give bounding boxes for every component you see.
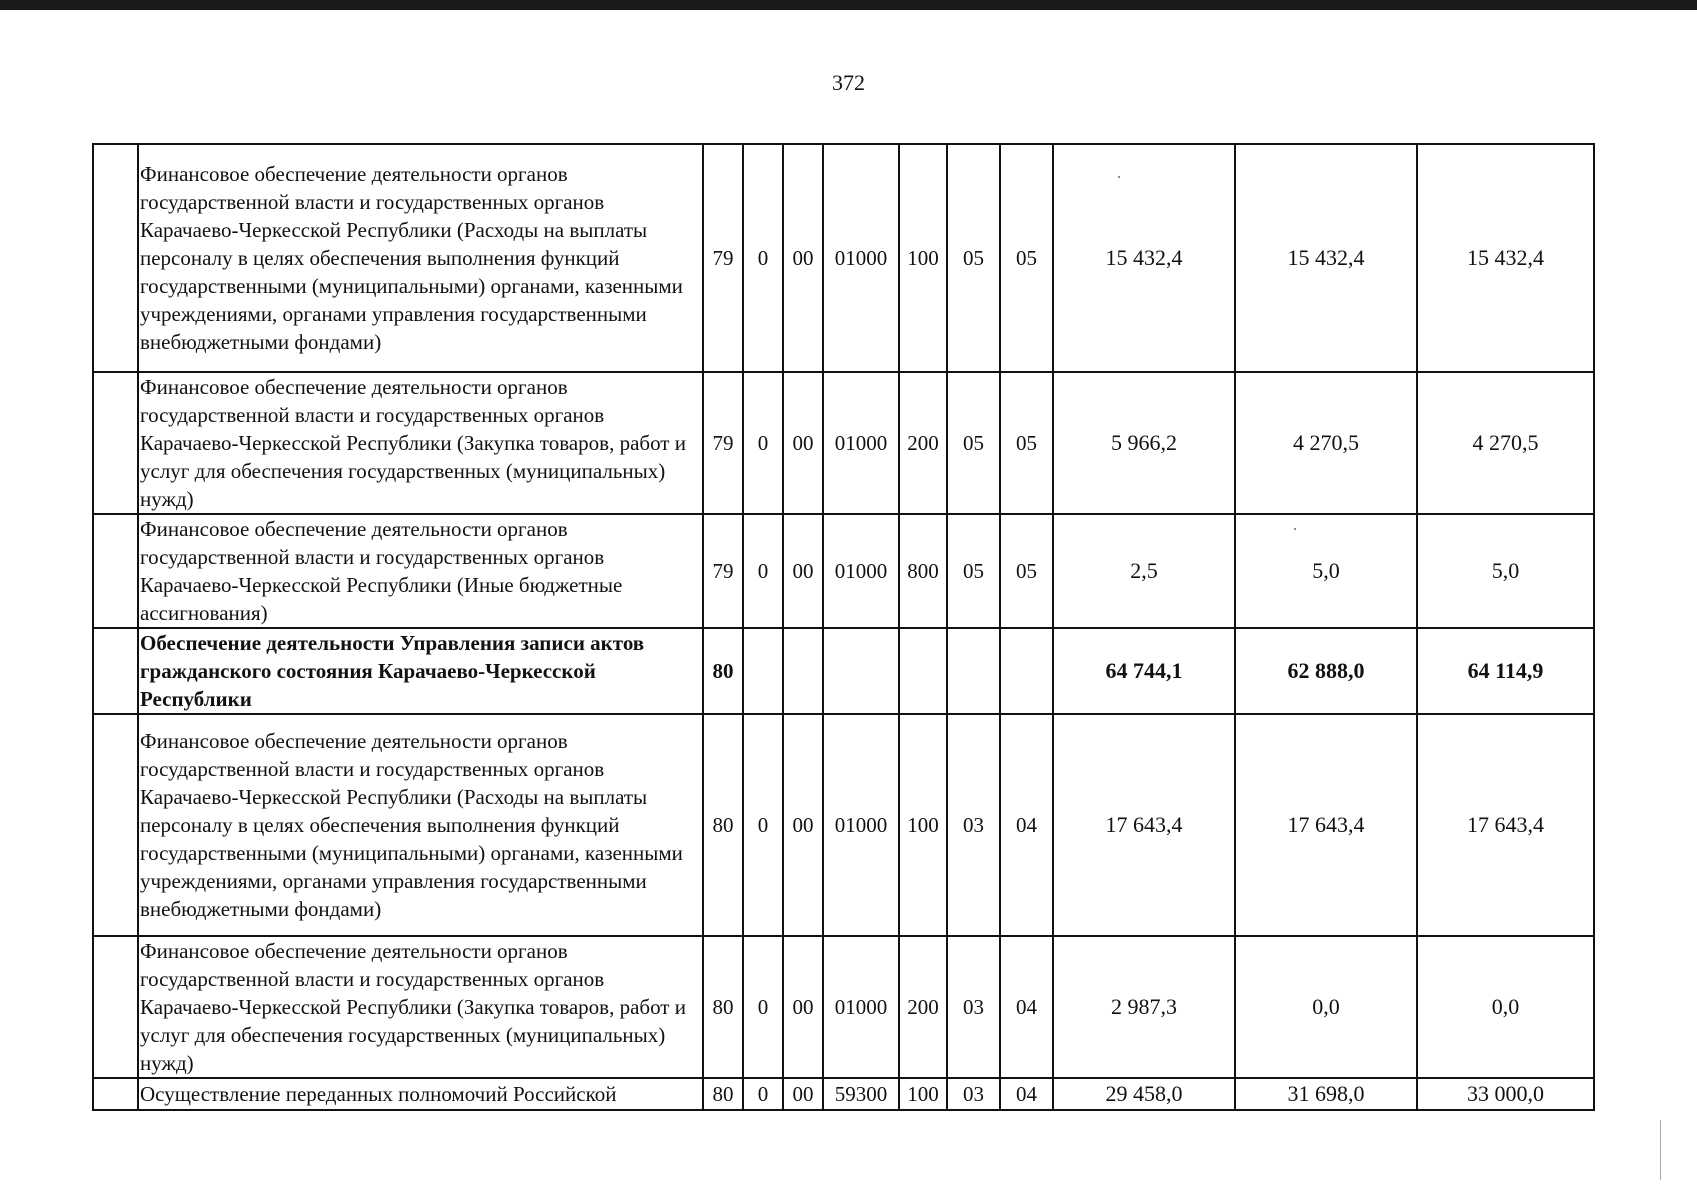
code-cell-4: 01000 <box>823 714 899 936</box>
description-cell: Финансовое обеспечение деятельности органов государственной власти и государственных органов Карачаево-Черкесской Республики (Расходы на выплаты персоналу в целях обеспечения выполнения функций государственными (муниципальными) органами, казенными учреждениями, органами управления государственными внебюджетными фондами) <box>138 144 703 372</box>
amount-year-1: 17 643,4 <box>1053 714 1235 936</box>
row-number-cell <box>93 514 138 628</box>
code-cell-4 <box>823 628 899 714</box>
code-cell-7: 05 <box>1000 372 1053 514</box>
code-cell-3: 00 <box>783 514 823 628</box>
code-cell-4: 01000 <box>823 936 899 1078</box>
table-row <box>93 514 1594 628</box>
code-cell-6 <box>947 628 1000 714</box>
scan-speck <box>1294 528 1296 530</box>
description-cell: Обеспечение деятельности Управления записи актов гражданского состояния Карачаево-Черкесской Республики <box>138 628 703 714</box>
row-number-cell <box>93 372 138 514</box>
code-cell-7 <box>1000 628 1053 714</box>
page-number: 372 <box>832 70 865 95</box>
table-row <box>93 714 1594 936</box>
amount-year-2: 15 432,4 <box>1235 144 1417 372</box>
amount-year-2: 17 643,4 <box>1235 714 1417 936</box>
code-cell-7: 05 <box>1000 514 1053 628</box>
code-cell-1: 80 <box>703 714 743 936</box>
code-cell-6: 05 <box>947 372 1000 514</box>
row-number-cell <box>93 936 138 1078</box>
code-cell-5: 100 <box>899 1078 947 1110</box>
table-row <box>93 372 1594 514</box>
description-cell: Осуществление переданных полномочий Российской <box>138 1078 703 1110</box>
amount-year-3: 5,0 <box>1417 514 1594 628</box>
description-cell: Финансовое обеспечение деятельности органов государственной власти и государственных органов Карачаево-Черкесской Республики (Закупка товаров, работ и услуг для обеспечения государственных (муниципальных) нужд) <box>138 372 703 514</box>
code-cell-7: 05 <box>1000 144 1053 372</box>
description-cell: Финансовое обеспечение деятельности органов государственной власти и государственных органов Карачаево-Черкесской Республики (Иные бюджетные ассигнования) <box>138 514 703 628</box>
code-cell-6: 03 <box>947 1078 1000 1110</box>
row-number-cell <box>93 628 138 714</box>
code-cell-1: 80 <box>703 1078 743 1110</box>
table-row <box>93 144 1594 372</box>
amount-year-1: 2 987,3 <box>1053 936 1235 1078</box>
code-cell-2: 0 <box>743 1078 783 1110</box>
code-cell-7: 04 <box>1000 1078 1053 1110</box>
table-row <box>93 1078 1594 1110</box>
code-cell-2: 0 <box>743 714 783 936</box>
row-number-cell <box>93 1078 138 1110</box>
code-cell-5: 200 <box>899 372 947 514</box>
code-cell-6: 05 <box>947 144 1000 372</box>
amount-year-3: 4 270,5 <box>1417 372 1594 514</box>
amount-year-1: 64 744,1 <box>1053 628 1235 714</box>
amount-year-3: 17 643,4 <box>1417 714 1594 936</box>
scan-speck <box>1118 176 1120 178</box>
code-cell-5: 200 <box>899 936 947 1078</box>
code-cell-3: 00 <box>783 1078 823 1110</box>
row-number-cell <box>93 144 138 372</box>
amount-year-1: 29 458,0 <box>1053 1078 1235 1110</box>
code-cell-1: 79 <box>703 372 743 514</box>
code-cell-4: 59300 <box>823 1078 899 1110</box>
amount-year-3: 15 432,4 <box>1417 144 1594 372</box>
code-cell-5: 800 <box>899 514 947 628</box>
code-cell-2: 0 <box>743 936 783 1078</box>
code-cell-1: 80 <box>703 936 743 1078</box>
amount-year-1: 5 966,2 <box>1053 372 1235 514</box>
code-cell-2: 0 <box>743 514 783 628</box>
amount-year-1: 2,5 <box>1053 514 1235 628</box>
code-cell-4: 01000 <box>823 144 899 372</box>
code-cell-6: 03 <box>947 936 1000 1078</box>
code-cell-2: 0 <box>743 372 783 514</box>
code-cell-2: 0 <box>743 144 783 372</box>
scan-top-edge <box>0 0 1697 10</box>
code-cell-1: 79 <box>703 514 743 628</box>
code-cell-2 <box>743 628 783 714</box>
code-cell-1: 80 <box>703 628 743 714</box>
amount-year-2: 0,0 <box>1235 936 1417 1078</box>
code-cell-3: 00 <box>783 372 823 514</box>
amount-year-2: 5,0 <box>1235 514 1417 628</box>
amount-year-3: 0,0 <box>1417 936 1594 1078</box>
budget-table <box>92 143 1595 1111</box>
code-cell-5: 100 <box>899 144 947 372</box>
code-cell-3 <box>783 628 823 714</box>
amount-year-2: 31 698,0 <box>1235 1078 1417 1110</box>
amount-year-2: 62 888,0 <box>1235 628 1417 714</box>
table-body <box>93 144 1594 1110</box>
scan-margin-mark <box>1660 1120 1661 1180</box>
amount-year-3: 64 114,9 <box>1417 628 1594 714</box>
code-cell-5 <box>899 628 947 714</box>
code-cell-7: 04 <box>1000 936 1053 1078</box>
amount-year-1: 15 432,4 <box>1053 144 1235 372</box>
code-cell-3: 00 <box>783 936 823 1078</box>
code-cell-4: 01000 <box>823 372 899 514</box>
description-cell: Финансовое обеспечение деятельности органов государственной власти и государственных органов Карачаево-Черкесской Республики (Расходы на выплаты персоналу в целях обеспечения выполнения функций государственными (муниципальными) органами, казенными учреждениями, органами управления государственными внебюджетными фондами) <box>138 714 703 936</box>
code-cell-5: 100 <box>899 714 947 936</box>
amount-year-3: 33 000,0 <box>1417 1078 1594 1110</box>
code-cell-6: 05 <box>947 514 1000 628</box>
amount-year-2: 4 270,5 <box>1235 372 1417 514</box>
code-cell-7: 04 <box>1000 714 1053 936</box>
code-cell-1: 79 <box>703 144 743 372</box>
code-cell-4: 01000 <box>823 514 899 628</box>
table-row <box>93 936 1594 1078</box>
code-cell-6: 03 <box>947 714 1000 936</box>
row-number-cell <box>93 714 138 936</box>
code-cell-3: 00 <box>783 144 823 372</box>
code-cell-3: 00 <box>783 714 823 936</box>
table-row <box>93 628 1594 714</box>
description-cell: Финансовое обеспечение деятельности органов государственной власти и государственных органов Карачаево-Черкесской Республики (Закупка товаров, работ и услуг для обеспечения государственных (муниципальных) нужд) <box>138 936 703 1078</box>
